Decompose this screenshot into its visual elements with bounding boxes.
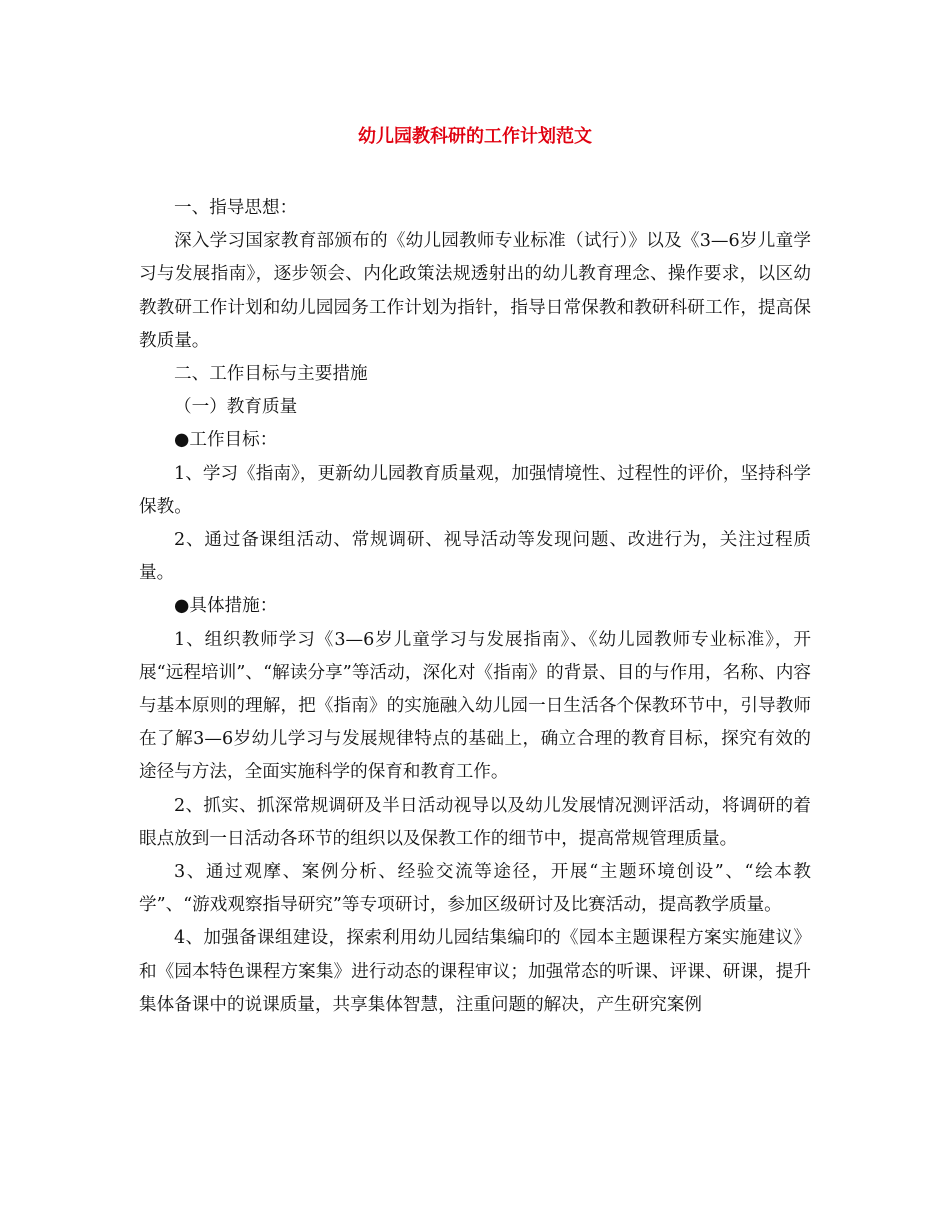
paragraph-measure-2: 2、抓实、抓深常规调研及半日活动视导以及幼儿发展情况测评活动，将调研的着眼点放到一日活动各环节的组织以及保教工作的细节中，提高常规管理质量。	[139, 795, 811, 849]
subsection-heading-education-quality: （一）教育质量	[174, 397, 298, 418]
document-title: 幼儿园教科研的工作计划范文	[358, 126, 592, 147]
bullet-heading-measures: ●具体措施：	[174, 596, 278, 617]
bullet-heading-work-goals: ●工作目标：	[174, 430, 278, 451]
document-body	[139, 192, 811, 1022]
paragraph-measure-4: 4、加强备课组建设，探索利用幼儿园结集编印的《园本主题课程方案实施建议》和《园本特色课程方案集》进行动态的课程审议；加强常态的听课、评课、研课，提升集体备课中的说课质量，共享集体智慧，注重问题的解决，产生研究案例	[139, 928, 811, 1015]
paragraph-goal-2: 2、通过备课组活动、常规调研、视导活动等发现问题、改进行为，关注过程质量。	[139, 530, 811, 584]
paragraph-measure-1: 1、组织教师学习《3—6岁儿童学习与发展指南》、《幼儿园教师专业标准》，开展“远程培训”、“解读分享”等活动，深化对《指南》的背景、目的与作用，名称、内容与基本原则的理解，把《指南》的实施融入幼儿园一日生活各个保教环节中，引导教师在了解3—6岁幼儿学习与发展规律特点的基础上，确立合理的教育目标，探究有效的途径与方法，全面实施科学的保育和教育工作。	[139, 629, 811, 783]
section-heading-guiding-ideology: 一、指导思想：	[174, 198, 298, 218]
paragraph-goal-1: 1、学习《指南》，更新幼儿园教育质量观，加强情境性、过程性的评价，坚持科学保教。	[139, 463, 811, 517]
paragraph-guiding-ideology: 深入学习国家教育部颁布的《幼儿园教师专业标准（试行）》以及《3—6岁儿童学习与发展指南》，逐步领会、内化政策法规透射出的幼儿教育理念、操作要求，以区幼教教研工作计划和幼儿园园务工作计划为指针，指导日常保教和教研科研工作，提高保教质量。	[139, 231, 811, 351]
section-heading-goals-measures: 二、工作目标与主要措施	[174, 364, 368, 385]
paragraph-measure-3: 3、通过观摩、案例分析、经验交流等途径，开展“主题环境创设”、“绘本教学”、“游戏观察指导研究”等专项研讨，参加区级研讨及比赛活动，提高教学质量。	[139, 862, 811, 916]
